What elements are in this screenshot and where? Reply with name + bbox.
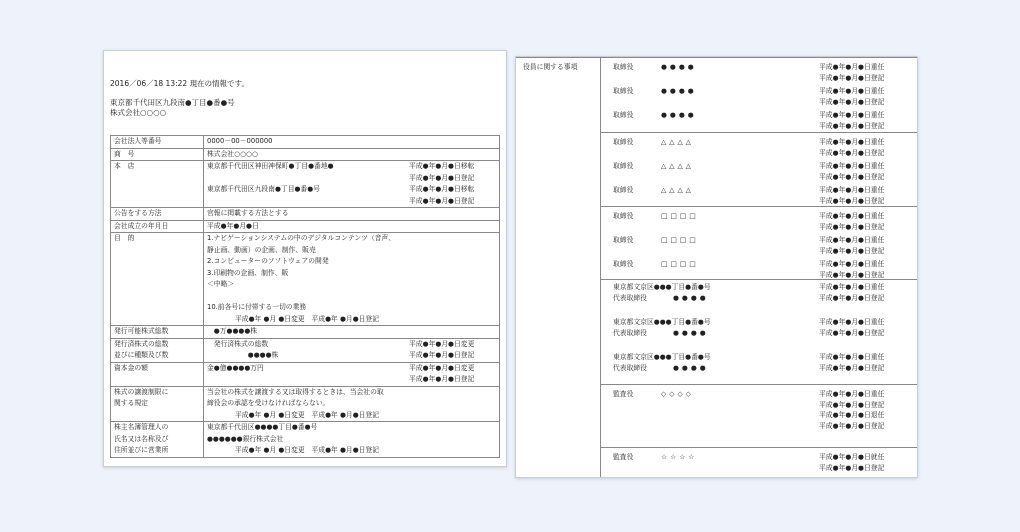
row-label: 発行可能株式総数 xyxy=(114,327,169,335)
row-label-cell xyxy=(111,362,204,386)
registration-date: 平成●年●月●日移転 xyxy=(409,185,475,193)
officer-date: 平成●年●月●日登記 xyxy=(819,222,885,231)
content-text: 東京都千代田区九段南●丁目●番●号 xyxy=(207,185,320,193)
officer-role: 監査役 xyxy=(613,390,634,398)
content-line xyxy=(207,173,496,185)
content-line xyxy=(207,339,496,351)
officer-role: 取締役 xyxy=(613,236,634,244)
officer-group xyxy=(601,384,917,448)
row-content-cell xyxy=(204,161,500,208)
representative-address: 東京都文京区●●●丁目●番●号 xyxy=(613,283,711,291)
row-label-cell xyxy=(111,338,204,362)
content-line xyxy=(207,221,496,233)
representative-role: 代表取締役 xyxy=(613,294,647,302)
row-label-cell xyxy=(111,220,204,233)
officer-date: 平成●年●月●日登記 xyxy=(819,121,885,130)
registration-date: 平成●年●月●日移転 xyxy=(409,162,475,170)
officer-date: 平成●年●月●日登記 xyxy=(819,400,885,409)
officer-date: 平成●年●月●日重任 xyxy=(819,236,885,244)
officer-name: △△△△ xyxy=(661,162,694,170)
row-label-cell xyxy=(111,161,204,208)
registration-date: 平成●年●月●日登記 xyxy=(409,375,475,383)
content-text: 静止画、動画）の企画、制作、販売 xyxy=(207,245,316,254)
officer-date: 平成●年●月●日登記 xyxy=(819,148,885,157)
row-label-cell xyxy=(111,326,204,339)
row-label: 公告をする方法 xyxy=(114,209,162,217)
content-line xyxy=(207,245,496,257)
content-line xyxy=(207,136,496,148)
content-text: 東京都千代田区●●●●丁目●番●号 xyxy=(207,423,318,431)
content-text: 発行済株式の総数 xyxy=(207,339,269,348)
representative-role: 代表取締役 xyxy=(613,364,647,372)
row-label: 住所並びに営業所 xyxy=(114,446,169,454)
officer-group xyxy=(601,279,917,385)
row-content-cell xyxy=(204,220,500,233)
row-label: 株式の譲渡制限に xyxy=(114,387,169,396)
representative-date: 平成●年●月●日重任 xyxy=(819,318,885,326)
representative-date: 平成●年●月●日登記 xyxy=(819,329,885,337)
row-content-cell xyxy=(204,326,500,339)
officer-name: ●●●● xyxy=(661,87,697,95)
representative-date: 平成●年●月●日重任 xyxy=(819,283,885,291)
officer-group xyxy=(601,206,917,280)
registry-page-left xyxy=(103,50,507,467)
row-label: 本 店 xyxy=(114,162,135,170)
content-line xyxy=(207,326,496,338)
content-text: 締役会の承認を受けなければならない。 xyxy=(207,399,330,407)
officer-name: □□□□ xyxy=(661,212,699,220)
officer-role: 取締役 xyxy=(613,63,634,71)
content-line xyxy=(207,434,496,446)
company-name: 株式会社○○○○ xyxy=(110,108,167,117)
representative-role: 代表取締役 xyxy=(613,329,647,337)
officer-date: 平成●年●月●日重任 xyxy=(819,162,885,170)
officer-name: □□□□ xyxy=(661,260,699,268)
officer-date: 平成●年●月●日重任 xyxy=(819,111,885,119)
registry-row xyxy=(111,326,500,339)
registry-row xyxy=(111,148,500,161)
content-line xyxy=(207,410,496,422)
row-label-cell xyxy=(111,208,204,221)
registry-row xyxy=(111,422,500,458)
content-line xyxy=(207,184,496,196)
representative-name: ●●●● xyxy=(673,294,709,302)
row-label: 氏名又は名称及び xyxy=(114,434,169,443)
registry-row xyxy=(111,338,500,362)
content-line xyxy=(207,268,496,280)
content-text: 金●億●●●●万円 xyxy=(207,363,264,372)
officer-role: 取締役 xyxy=(613,111,634,119)
representative-date: 平成●年●月●日登記 xyxy=(819,294,885,302)
officer-name: △△△△ xyxy=(661,138,694,146)
row-label-cell xyxy=(111,136,204,149)
officer-role: 取締役 xyxy=(613,212,634,220)
row-content-cell xyxy=(204,136,500,149)
row-label-cell xyxy=(111,233,204,326)
registry-row xyxy=(111,136,500,149)
row-label-cell xyxy=(111,148,204,161)
timestamp-note: 現在の情報です。 xyxy=(189,79,249,88)
officer-section-label: 役員に関する事項 xyxy=(523,63,578,71)
representative-name: ●●●● xyxy=(673,329,709,337)
officer-role: 取締役 xyxy=(613,260,634,268)
content-text: ●万●●●●株 xyxy=(207,327,258,335)
content-text: 東京都千代田区神田神保町●丁目●番地● xyxy=(207,162,334,170)
content-text: ●●●●●●銀行株式会社 xyxy=(207,434,284,443)
content-line xyxy=(207,350,496,362)
officer-group xyxy=(601,132,917,207)
registry-row xyxy=(111,220,500,233)
officer-date: 平成●年●月●日登記 xyxy=(819,196,885,205)
officer-date: 平成●年●月●日重任 xyxy=(819,212,885,220)
row-label: 関する規定 xyxy=(114,399,148,407)
content-text: ●●●●株 xyxy=(207,351,279,359)
officer-role: 取締役 xyxy=(613,162,634,170)
content-line xyxy=(207,291,496,303)
officer-name: ●●●● xyxy=(661,63,697,71)
content-text: 当会社の株式を譲渡する又は取得するときは、当会社の取 xyxy=(207,387,384,396)
content-line xyxy=(207,196,496,208)
officer-name: □□□□ xyxy=(661,236,699,244)
content-line xyxy=(207,279,496,291)
row-label-cell xyxy=(111,386,204,422)
officer-name: ●●●● xyxy=(661,111,697,119)
content-line xyxy=(207,387,496,399)
officer-date: 平成●年●月●日登記 xyxy=(819,97,885,106)
content-line xyxy=(207,422,496,434)
officer-date: 平成●年●月●日登記 xyxy=(819,270,885,279)
officer-name: ☆☆☆☆ xyxy=(661,453,698,461)
officer-date: 平成●年●月●日重任 xyxy=(819,63,885,71)
content-text: 10.前各号に付帯する一切の業務 xyxy=(207,303,307,311)
officer-date: 平成●年●月●日登記 xyxy=(819,246,885,255)
registry-row xyxy=(111,362,500,386)
representative-date: 平成●年●月●日重任 xyxy=(819,353,885,361)
representative-address: 東京都文京区●●●丁目●番●号 xyxy=(613,353,711,361)
row-content-cell xyxy=(204,208,500,221)
content-line xyxy=(207,445,496,457)
officer-date: 平成●年●月●日登記 xyxy=(819,73,885,82)
row-content-cell xyxy=(204,148,500,161)
content-line xyxy=(207,233,496,245)
officer-date: 平成●年●月●日登記 xyxy=(819,172,885,181)
row-label: 発行済株式の総数 xyxy=(114,339,169,348)
timestamp-line xyxy=(110,78,249,89)
row-content-cell xyxy=(204,362,500,386)
registry-row xyxy=(111,208,500,221)
row-content-cell xyxy=(204,422,500,458)
officer-date: 平成●年●月●日登記 xyxy=(819,463,885,472)
content-line xyxy=(207,374,496,386)
change-note: 平成●年 ●月 ●日変更 平成●年 ●月●日登記 xyxy=(235,446,380,454)
content-line xyxy=(207,302,496,314)
officer-date: 平成●年●月●日退任 xyxy=(819,411,885,419)
officer-name: △△△△ xyxy=(661,186,694,194)
content-text: 官報に掲載する方法とする xyxy=(207,209,289,217)
row-label: 会社成立の年月日 xyxy=(114,221,169,230)
officer-date: 平成●年●月●日重任 xyxy=(819,186,885,194)
company-address: 東京都千代田区九段南●丁目●番●号 xyxy=(110,98,235,107)
row-label: 資本金の額 xyxy=(114,363,148,372)
content-text: 株式会社○○○○ xyxy=(207,149,258,158)
officer-date: 平成●年●月●日重任 xyxy=(819,260,885,268)
row-label: 会社法人等番号 xyxy=(114,137,162,145)
row-content-cell xyxy=(204,233,500,326)
registration-date: 平成●年●月●日変更 xyxy=(409,339,475,348)
row-content-cell xyxy=(204,386,500,422)
officer-role: 取締役 xyxy=(613,87,634,95)
officer-role: 取締役 xyxy=(613,138,634,146)
officer-role: 監査役 xyxy=(613,453,634,461)
registry-row xyxy=(111,161,500,208)
registration-date: 平成●年●月●日登記 xyxy=(409,351,475,359)
content-line xyxy=(207,363,496,375)
officer-name: ◇◇◇◇ xyxy=(661,390,694,398)
row-label: 並びに種類及び数 xyxy=(114,351,169,359)
content-text: 0000－00－000000 xyxy=(207,137,273,145)
registration-date: 平成●年●月●日登記 xyxy=(409,196,475,205)
officer-group xyxy=(601,447,917,477)
row-label: 目 的 xyxy=(114,234,135,242)
officer-date: 平成●年●月●日重任 xyxy=(819,138,885,146)
officer-role: 取締役 xyxy=(613,186,634,194)
content-line xyxy=(207,208,496,220)
content-text: 3.印刷物の企画、制作、販 xyxy=(207,268,289,277)
content-line xyxy=(207,161,496,173)
representative-address: 東京都文京区●●●丁目●番●号 xyxy=(613,318,711,326)
registry-row xyxy=(111,386,500,422)
content-line xyxy=(207,149,496,161)
row-content-cell xyxy=(204,338,500,362)
content-line xyxy=(207,314,496,326)
content-text: 1.ナビゲーションシステムの中のデジタルコンテンツ（音声、 xyxy=(207,234,396,242)
row-label-cell xyxy=(111,422,204,458)
change-note: 平成●年 ●月 ●日変更 平成●年 ●月●日登記 xyxy=(235,314,380,323)
registration-date: 平成●年●月●日登記 xyxy=(409,173,475,182)
content-line xyxy=(207,398,496,410)
registry-page-right xyxy=(515,56,918,478)
registry-row xyxy=(111,233,500,326)
officer-date: 平成●年●月●日就任 xyxy=(819,453,885,461)
registry-table xyxy=(110,135,500,458)
timestamp: 2016／06／18 13:22 xyxy=(110,79,188,88)
officer-group xyxy=(601,57,917,133)
content-line xyxy=(207,256,496,268)
row-label: 商 号 xyxy=(114,149,135,158)
content-text: 平成●年●月●日 xyxy=(207,221,259,230)
change-note: 平成●年 ●月 ●日変更 平成●年 ●月●日登記 xyxy=(235,410,380,419)
officer-date: 平成●年●月●日重任 xyxy=(819,390,885,398)
row-label: 株主名簿管理人の xyxy=(114,423,169,431)
officer-label-column xyxy=(516,57,601,477)
representative-date: 平成●年●月●日登記 xyxy=(819,364,885,372)
content-text: 2.コンピューターのソフトウェアの開発 xyxy=(207,257,329,265)
content-text: ＜中略＞ xyxy=(207,280,235,288)
representative-name: ●●●● xyxy=(673,364,709,372)
officer-date: 平成●年●月●日登記 xyxy=(819,421,885,430)
officer-date: 平成●年●月●日重任 xyxy=(819,87,885,95)
registration-date: 平成●年●月●日変更 xyxy=(409,363,475,372)
